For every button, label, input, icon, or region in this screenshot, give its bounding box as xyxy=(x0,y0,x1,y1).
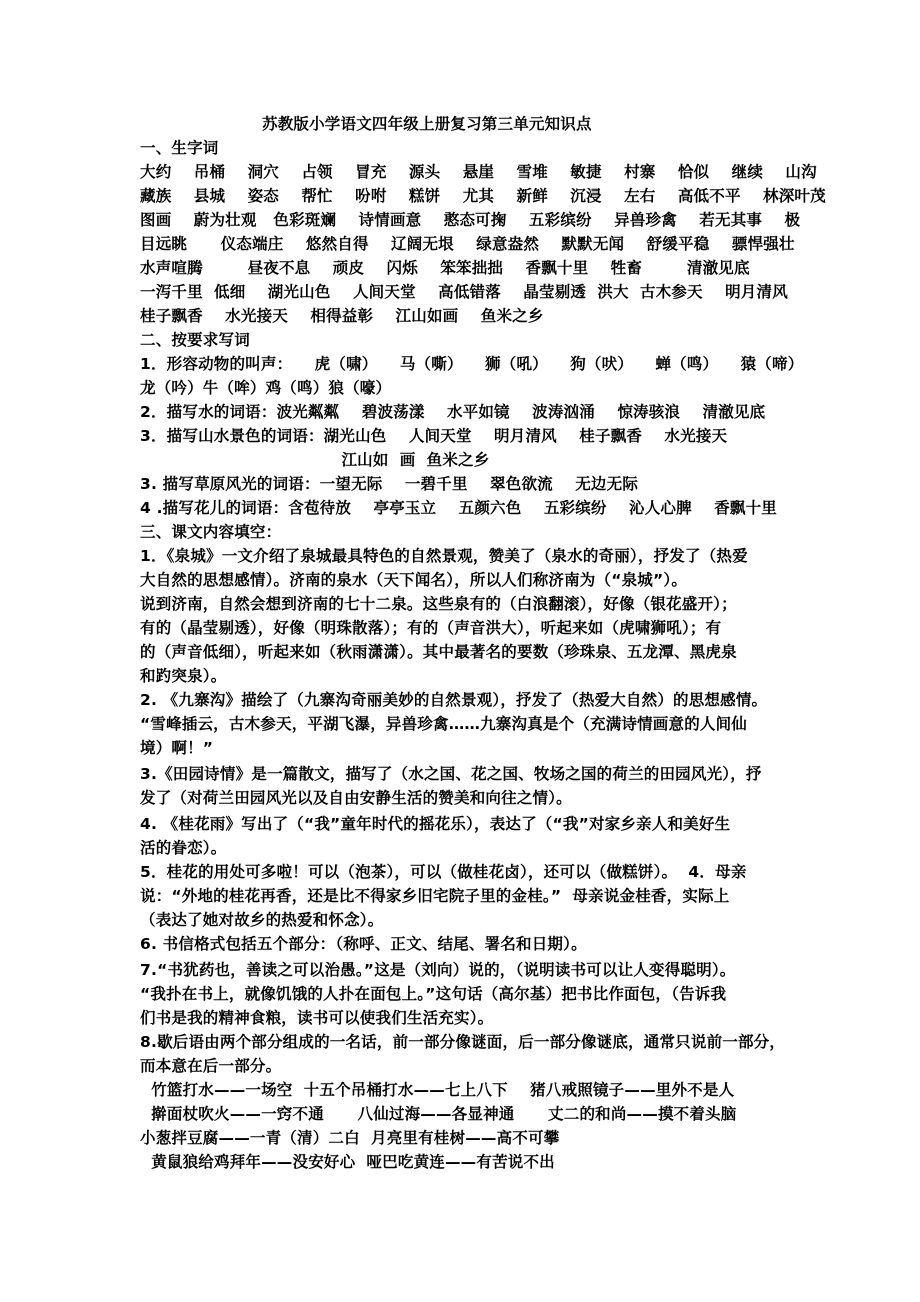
text-line: “我扑在书上，就像饥饿的人扑在面包上。”这句话（高尔基）把书比作面包，（告诉我 xyxy=(140,985,727,1003)
text-line: 的（声音低细），听起来如（秋雨潇潇）。其中最著名的要数（珍珠泉、五龙潭、黑虎泉 xyxy=(140,643,737,661)
text-line: 1．形容动物的叫声： 虎（啸） 马（嘶） 狮（吼） 狗（吠） 蝉（鸣） 猿（啼） xyxy=(140,355,804,373)
text-line: 6. 书信格式包括五个部分：（称呼、正文、结尾、署名和日期）。 xyxy=(140,935,587,953)
text-line: 桂子飘香 水光接天 相得益彰 江山如画 鱼米之乡 xyxy=(140,307,544,325)
text-line: 2. 《九寨沟》描绘了（九寨沟奇丽美妙的自然景观），抒发了（热爱大自然）的思想感情。 xyxy=(140,691,768,709)
text-line: 大约 吊桶 洞穴 占领 冒充 源头 悬崖 雪堆 敏捷 村寨 恰似 继续 山沟 xyxy=(140,163,817,181)
text-line: 3．描写山水景色的词语：湖光山色 人间天堂 明月清风 桂子飘香 水光接天 xyxy=(140,427,728,445)
text-line: 一泻千里 低细 湖光山色 人间天堂 高低错落 晶莹剔透 洪大 古木参天 明月清风 xyxy=(140,283,788,301)
text-line: 境）啊！” xyxy=(140,739,214,757)
text-line: 4. 《桂花雨》写出了（“我”童年时代的摇花乐），表达了（“我”对家乡亲人和美好生 xyxy=(140,815,731,833)
text-line: 2．描写水的词语：波光粼粼 碧波荡漾 水平如镜 波涛汹涌 惊涛骇浪 清澈见底 xyxy=(140,403,766,421)
text-line: 8.歇后语由两个部分组成的一名话，前一部分像谜面，后一部分像谜底，通常只说前一部分， xyxy=(140,1033,786,1051)
text-line: 大自然的思想感情）。济南的泉水（天下闻名），所以人们称济南为（“泉城”）。 xyxy=(140,571,688,589)
section-heading-words: 二、按要求写词 xyxy=(140,331,250,349)
text-line: 黄鼠狼给鸡拜年——没安好心 哑巴吃黄连——有苦说不出 xyxy=(140,1153,555,1171)
text-line: 小葱拌豆腐——一青（清）二白 月亮里有桂树——高不可攀 xyxy=(140,1129,560,1147)
text-line: 5．桂花的用处可多啦！可以（泡茶），可以（做桂花卤），还可以（做糕饼）。 4．母亲 xyxy=(140,863,747,881)
text-line: 发了（对荷兰田园风光以及自由安静生活的赞美和向往之情）。 xyxy=(140,789,572,807)
text-line: 江山如 画 鱼米之乡 xyxy=(140,451,490,469)
section-heading-fill-in: 三、课文内容填空： xyxy=(140,523,282,541)
text-line: 们书是我的精神食粮，读书可以使我们生活充实）。 xyxy=(140,1009,494,1027)
text-line: 藏族 县城 姿态 帮忙 吩咐 糕饼 尤其 新鲜 沉浸 左右 高低不平 林深叶茂 xyxy=(140,187,826,205)
text-line: 活的眷恋）。 xyxy=(140,839,227,857)
text-line: 说到济南，自然会想到济南的七十二泉。这些泉有的（白浪翻滚），好像（银花盛开）； xyxy=(140,595,737,613)
text-line: （表达了她对故乡的热爱和怀念）。 xyxy=(140,911,384,929)
text-line: 4 .描写花儿的词语：含苞待放 亭亭玉立 五颜六色 五彩缤纷 沁人心脾 香飘十里 xyxy=(140,499,777,517)
text-line: 擀面杖吹火——一窍不通 八仙过海——各显神通 丈二的和尚——摸不着头脑 xyxy=(140,1105,737,1123)
text-line: 竹篮打水——一场空 十五个吊桶打水——七上八下 猪八戒照镜子——里外不是人 xyxy=(140,1081,735,1099)
text-line: 有的（晶莹剔透），好像（明珠散落）；有的（声音洪大），听起来如（虎啸狮吼）；有 xyxy=(140,619,722,637)
text-line: 1．《泉城》一文介绍了泉城最具特色的自然景观，赞美了（泉水的奇丽），抒发了（热爱 xyxy=(140,547,748,565)
text-line: 3.《田园诗情》是一篇散文，描写了（水之国、花之国、牧场之国的荷兰的田园风光），抒 xyxy=(140,765,762,783)
text-line: 7.“书犹药也，善读之可以治愚。”这是（刘向）说的，（说明读书可以让人变得聪明）。 xyxy=(140,961,736,979)
text-line: 而本意在后一部分。 xyxy=(140,1057,282,1075)
text-line: 水声喧腾 昼夜不息 顽皮 闪烁 笨笨拙拙 香飘十里 牲畜 清澈见底 xyxy=(140,259,750,277)
text-line: 图画 蔚为壮观 色彩斑斓 诗情画意 憨态可掬 五彩缤纷 异兽珍禽 若无其事 极 xyxy=(140,211,801,229)
section-heading-vocabulary: 一、生字词 xyxy=(140,139,219,157)
text-line: 3. 描写草原风光的词语：一望无际 一碧千里 翠色欲流 无边无际 xyxy=(140,475,639,493)
text-line: 和趵突泉）。 xyxy=(140,667,227,685)
text-line: 目远眺 仪态端庄 悠然自得 辽阔无垠 绿意盎然 默默无闻 舒缓平稳 骠悍强壮 xyxy=(140,235,795,253)
text-line: 龙（吟）牛（哞）鸡（鸣）狼（嚎） xyxy=(140,379,392,397)
text-line: 说：“外地的桂花再香，还是比不得家乡旧宅院子里的金桂。” 母亲说金桂香，实际上 xyxy=(140,887,730,905)
text-line: “雪峰插云，古木参天，平湖飞瀑，异兽珍禽……九寨沟真是个（充满诗情画意的人间仙 xyxy=(140,715,747,733)
page-title: 苏教版小学语文四年级上册复习第三单元知识点 xyxy=(262,115,592,133)
